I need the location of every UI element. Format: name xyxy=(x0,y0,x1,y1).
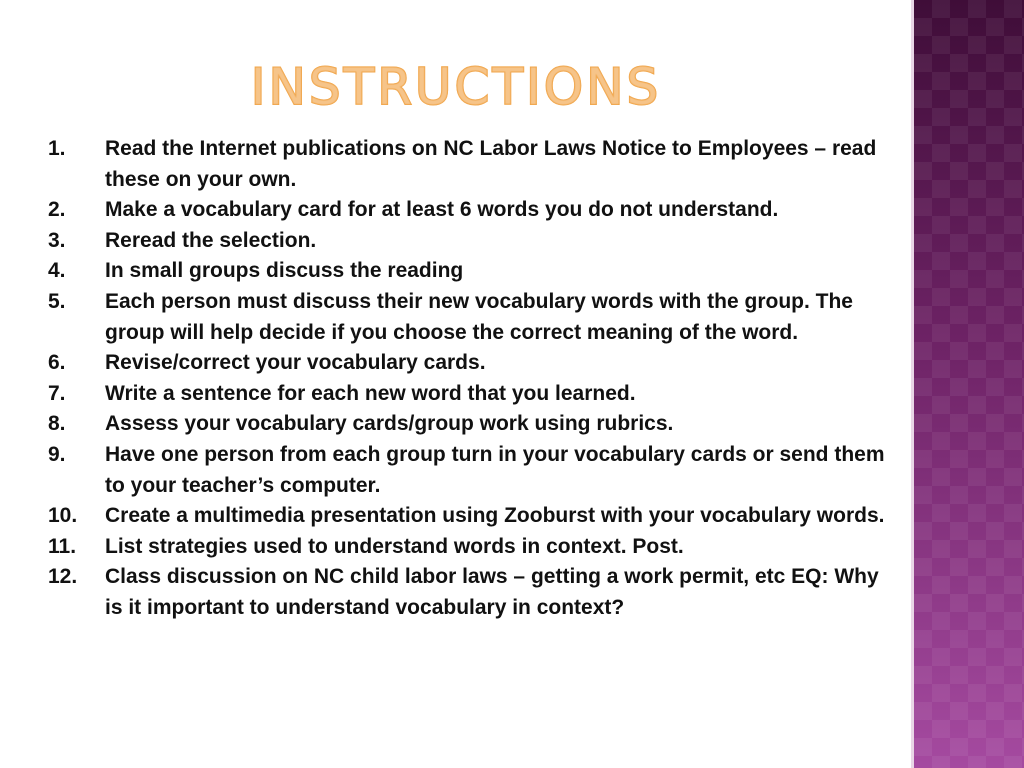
decorative-side-band xyxy=(914,0,1024,768)
list-item-number: 3. xyxy=(48,228,66,252)
list-item-number: 1. xyxy=(48,137,66,160)
list-item-text: Assess your vocabulary cards/group work using rubrics. xyxy=(105,412,674,436)
list-item-text: Read the Internet publications on NC Labor Laws Notice to Employees – read these on your own. xyxy=(105,137,877,191)
list-item-text: Make a vocabulary card for at least 6 words you do not understand. xyxy=(105,198,779,222)
list-item-number: 12. xyxy=(48,565,78,589)
list-item-text: Write a sentence for each new word that you learned. xyxy=(105,381,636,405)
list-item-text: List strategies used to understand words in context. Post. xyxy=(105,534,684,558)
list-item xyxy=(48,256,898,287)
list-item xyxy=(48,440,898,501)
list-item xyxy=(48,195,898,226)
list-item xyxy=(48,409,898,440)
list-item xyxy=(48,134,898,195)
list-item-number: 9. xyxy=(48,442,66,466)
list-item-text: Have one person from each group turn in your vocabulary cards or send them to your teacher’s computer. xyxy=(105,442,885,497)
slide-title-text: INSTRUCTIONS xyxy=(250,58,662,116)
list-item xyxy=(48,379,898,410)
list-item xyxy=(48,348,898,379)
list-item-number: 5. xyxy=(48,289,66,313)
instructions-list xyxy=(48,134,898,624)
list-item-text: In small groups discuss the reading xyxy=(105,259,464,283)
list-item xyxy=(48,501,898,532)
list-item-number: 7. xyxy=(48,381,66,405)
list-item-text: Each person must discuss their new vocabulary words with the group. The group will help decide if you choose the correct meaning of the word. xyxy=(105,289,853,344)
list-item-text: Create a multimedia presentation using Zooburst with your vocabulary words. xyxy=(105,504,885,528)
list-item-number: 11. xyxy=(48,534,77,558)
list-item-number: 10. xyxy=(48,504,78,528)
list-item xyxy=(48,226,898,257)
list-item xyxy=(48,532,898,563)
list-item-text: Revise/correct your vocabulary cards. xyxy=(105,351,486,375)
list-item xyxy=(48,287,898,348)
list-item-text: Class discussion on NC child labor laws – getting a work permit, etc EQ: Why is it important to understand vocabulary in context? xyxy=(105,565,879,619)
list-item-text: Reread the selection. xyxy=(105,228,317,252)
list-item xyxy=(48,562,898,623)
list-item-number: 4. xyxy=(48,259,66,283)
list-item-number: 2. xyxy=(48,198,66,222)
list-item-number: 6. xyxy=(48,351,66,375)
slide-title xyxy=(0,58,912,116)
list-item-number: 8. xyxy=(48,412,66,436)
